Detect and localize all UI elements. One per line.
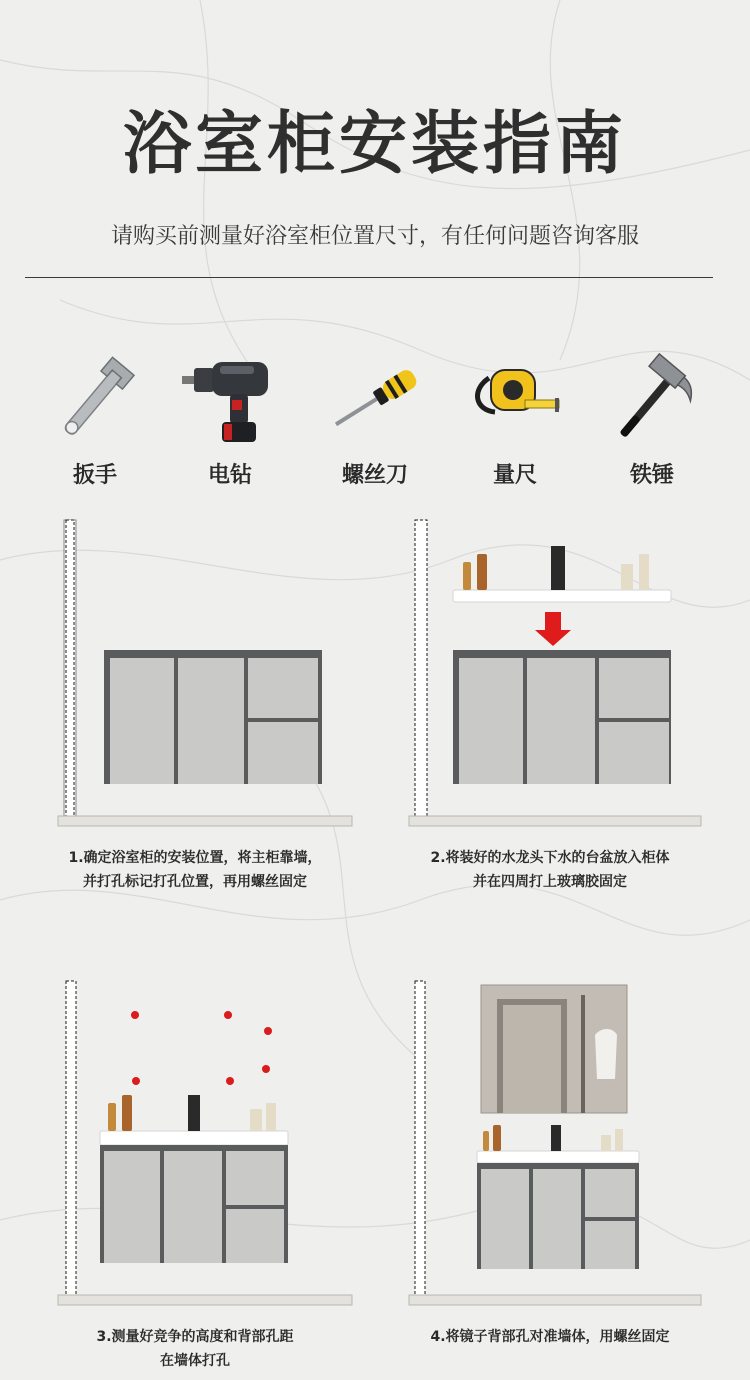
screwdriver-icon [325,350,425,450]
tool-label: 扳手 [72,463,117,488]
tool-label: 螺丝刀 [341,463,408,488]
step-1-caption-line-1: 1.确定浴室柜的安装位置，将主柜靠墙， [68,850,322,866]
drill-icon [180,350,280,450]
step-3-caption-line-1: 3.测量好竞争的高度和背部孔距 [96,1329,294,1345]
step-2-caption-line-1: 2.将装好的水龙头下水的台盆放入柜体 [430,850,670,866]
step-3-caption-line-2: 在墙体打孔 [160,1353,230,1369]
hammer-icon [602,350,702,450]
tool-wrench [35,350,155,490]
tool-hammer [592,350,712,490]
divider-line [25,277,713,278]
tool-label: 量尺 [492,463,537,488]
step-1 [30,510,360,900]
tool-tape-measure [455,350,575,490]
step-2 [385,510,715,900]
step-3-illustration [30,975,360,1315]
tool-screwdriver [315,350,435,490]
tool-label: 电钻 [207,463,252,488]
step-1-illustration [30,510,360,830]
tape-measure-icon [465,350,565,450]
wrench-icon [45,350,145,450]
page-subtitle: 请购买前测量好浴室柜位置尺寸，有任何问题咨询客服 [110,224,639,249]
step-2-caption-line-2: 并在四周打上玻璃胶固定 [473,874,627,890]
step-2-illustration [385,510,715,830]
tool-drill [170,350,290,490]
step-4-illustration [385,975,715,1315]
step-3 [30,975,360,1369]
page-title: 浴室柜安装指南 [122,105,627,184]
drill-hole-markers [131,1011,272,1085]
step-4 [385,975,715,1365]
tool-label: 铁锤 [629,463,674,488]
step-1-caption-line-2: 并打孔标记打孔位置，再用螺丝固定 [83,874,307,890]
step-4-caption-line-1: 4.将镜子背部孔对准墙体，用螺丝固定 [430,1329,670,1345]
